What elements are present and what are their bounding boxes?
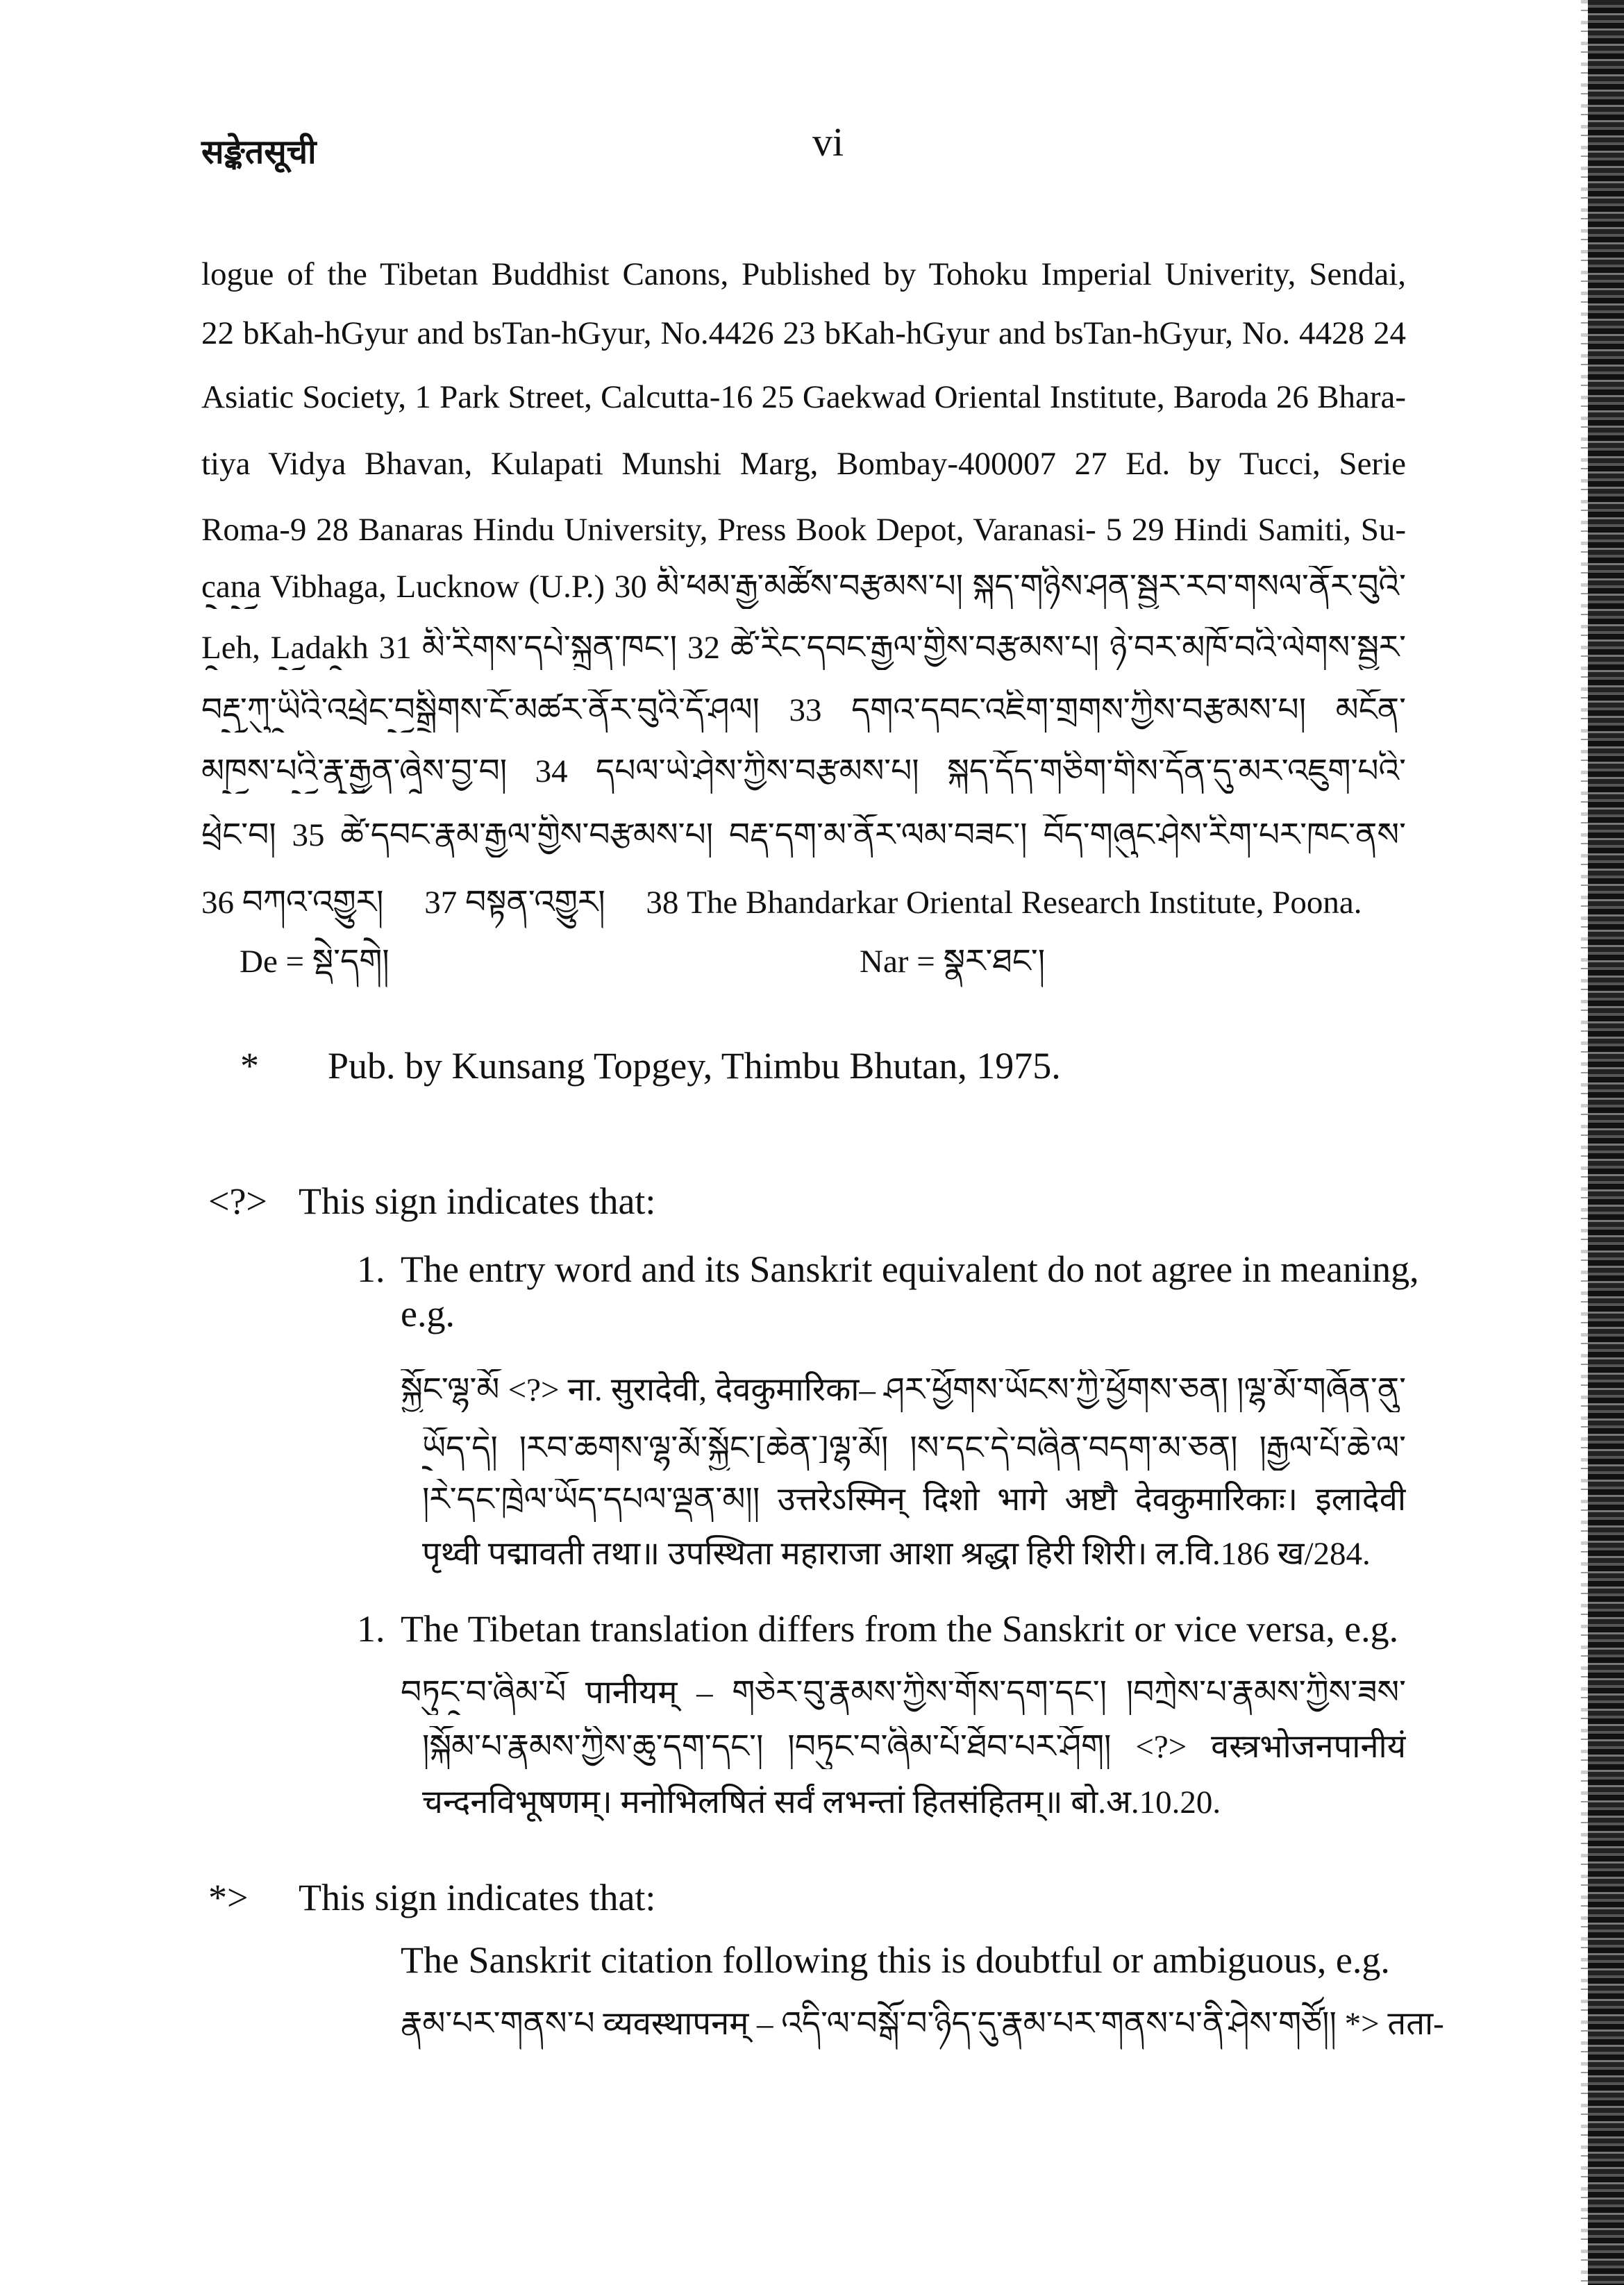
example-line: སྐྱོང་ལྷ་མོ <?> ना. सुरादेवी, देवकुमारिका– ཤར་ཕྱོགས་ཡོངས་ཀྱི་ཕྱོགས་ཅན། །ལྷ་མོ་གཞོན་ནུ་ — [401, 1372, 1406, 1408]
reference-line: cana Vibhaga, Lucknow (U.P.) 30 མི་ཕམ་རྒྱ་མཚོས་བརྩམས་པ། སྐད་གཉིས་ཤན་སྦྱར་རབ་གསལ་ནོར་བུའི་ — [201, 569, 1406, 605]
item-number: 1. — [357, 1608, 385, 1650]
abbreviation-de: De = སྡེ་དགེ། — [240, 944, 390, 980]
reference-line: ཕྲེང་བ། 35 ཚེ་དབང་རྣམ་རྒྱལ་གྱིས་བརྩམས་པ། བརྡ་དག་མ་ནོར་ལམ་བཟང་། བོད་གཞུང་ཤེས་རིག་པར་ཁང་ནས་ — [201, 817, 1406, 853]
reference-line: མཁས་པའི་རྣ་རྒྱན་ཞེས་བྱ་བ། 34 དཔལ་ཡེ་ཤེས་ཀྱིས་བརྩམས་པ། སྐད་དོད་གཅིག་གིས་དོན་དུ་མར་འཇུག་པའི་ — [201, 753, 1406, 789]
reference-line: logue of the Tibetan Buddhist Canons, Published by Tohoku Imperial Univerity, Sendai, — [201, 256, 1406, 292]
example-line: །སྐོམ་པ་རྣམས་ཀྱིས་ཆུ་དག་དང་། །བཏུང་བ་ཞིམ་པོ་ཐོབ་པར་ཤོག། <?> वस्त्रभोजनपानीयं — [422, 1729, 1406, 1765]
abbreviation-nar: Nar = སྣར་ཐང་། — [860, 944, 1046, 980]
publication-note: Pub. by Kunsang Topgey, Thimbu Bhutan, 1975. — [328, 1045, 1061, 1087]
sign-star-text: The Sanskrit citation following this is doubtful or ambiguous, e.g. — [401, 1939, 1390, 1981]
example-line: चन्दनविभूषणम्। मनोभिलषितं सर्वं लभन्तां हितसंहितम्॥ बो.अ.10.20. — [422, 1784, 1221, 1821]
example-line: ཡོད་དེ། །རབ་ཆགས་ལྷ་མོ་སྐྱོང་[ཆེན་]ལྷ་མོ། །ས་དང་དེ་བཞིན་བདག་མ་ཅན། །རྒྱལ་པོ་ཆེ་ལ་ — [422, 1430, 1406, 1466]
reference-line: tiya Vidya Bhavan, Kulapati Munshi Marg, Bombay-400007 27 Ed. by Tucci, Serie — [201, 446, 1406, 482]
example-line: རྣམ་པར་གནས་པ व्यवस्थापनम् – འདི་ལ་བསྒོ་བ་ཉིད་དུ་རྣམ་པར་གནས་པ་ནི་ཤེས་གཙོ།། *> तता- — [401, 2006, 1444, 2042]
item-text: The entry word and its Sanskrit equivalent do not agree in meaning, — [401, 1248, 1419, 1290]
sign-star-mark: *> — [208, 1877, 249, 1918]
reference-line: 22 bKah-hGyur and bsTan-hGyur, No.4426 23 bKah-hGyur and bsTan-hGyur, No. 4428 24 — [201, 315, 1406, 351]
scan-binding-edge — [1588, 0, 1624, 2285]
sign-question-mark: <?> — [208, 1180, 267, 1222]
page-number: vi — [812, 119, 844, 165]
item-number: 1. — [357, 1248, 385, 1290]
item-eg: e.g. — [401, 1293, 455, 1334]
sign-question-intro: This sign indicates that: — [299, 1180, 656, 1222]
reference-line: བརྡ་ཀུ་ཡིའི་འཕྲེང་བསྒྲིགས་ངོ་མཚར་ནོར་བུའི་དོ་ཤལ། 33 དགའ་དབང་འཇིག་གྲགས་ཀྱིས་བརྩམས་པ། མངོན་ — [201, 692, 1406, 728]
section-title: सङ्केतसूची — [201, 134, 317, 171]
reference-line: Asiatic Society, 1 Park Street, Calcutta-16 25 Gaekwad Oriental Institute, Baroda 26 Bhara- — [201, 379, 1406, 415]
publication-mark: * — [240, 1045, 259, 1087]
item-text: The Tibetan translation differs from the Sanskrit or vice versa, e.g. — [401, 1608, 1399, 1650]
reference-line: Roma-9 28 Banaras Hindu University, Press Book Depot, Varanasi- 5 29 Hindi Samiti, Su- — [201, 512, 1406, 548]
sign-star-intro: This sign indicates that: — [299, 1877, 656, 1918]
example-line: བཏུང་བ་ཞིམ་པོ पानीयम् – གཅེར་བུ་རྣམས་ཀྱིས་གོས་དག་དང་། །བཀྲེས་པ་རྣམས་ཀྱིས་ཟས་ — [401, 1675, 1406, 1711]
example-line: །རེ་དང་ཁྲེལ་ཡོད་དཔལ་ལྡན་མ།། उत्तरेऽस्मिन् दिशो भागे अष्टौ देवकुमारिकाः। इलादेवी — [422, 1482, 1406, 1518]
example-line: पृथ्वी पद्मावती तथा॥ उपस्थिता महाराजा आशा श्रद्धा हिरी शिरी। ल.वि.186 ख/284. — [422, 1536, 1371, 1572]
scan-binding-shadow — [1581, 0, 1588, 2285]
reference-line: Leh, Ladakh 31 མི་རིགས་དཔེ་སྐྲུན་ཁང་། 32 ཚེ་རིང་དབང་རྒྱལ་གྱིས་བརྩམས་པ། ཉེ་བར་མཁོ་བའི་ལེགས་སྦྱར་ — [201, 630, 1406, 666]
reference-line: 36 བཀའ་འགྱུར། 37 བསྟན་འགྱུར། 38 The Bhandarkar Oriental Research Institute, Poona. — [201, 885, 1362, 921]
